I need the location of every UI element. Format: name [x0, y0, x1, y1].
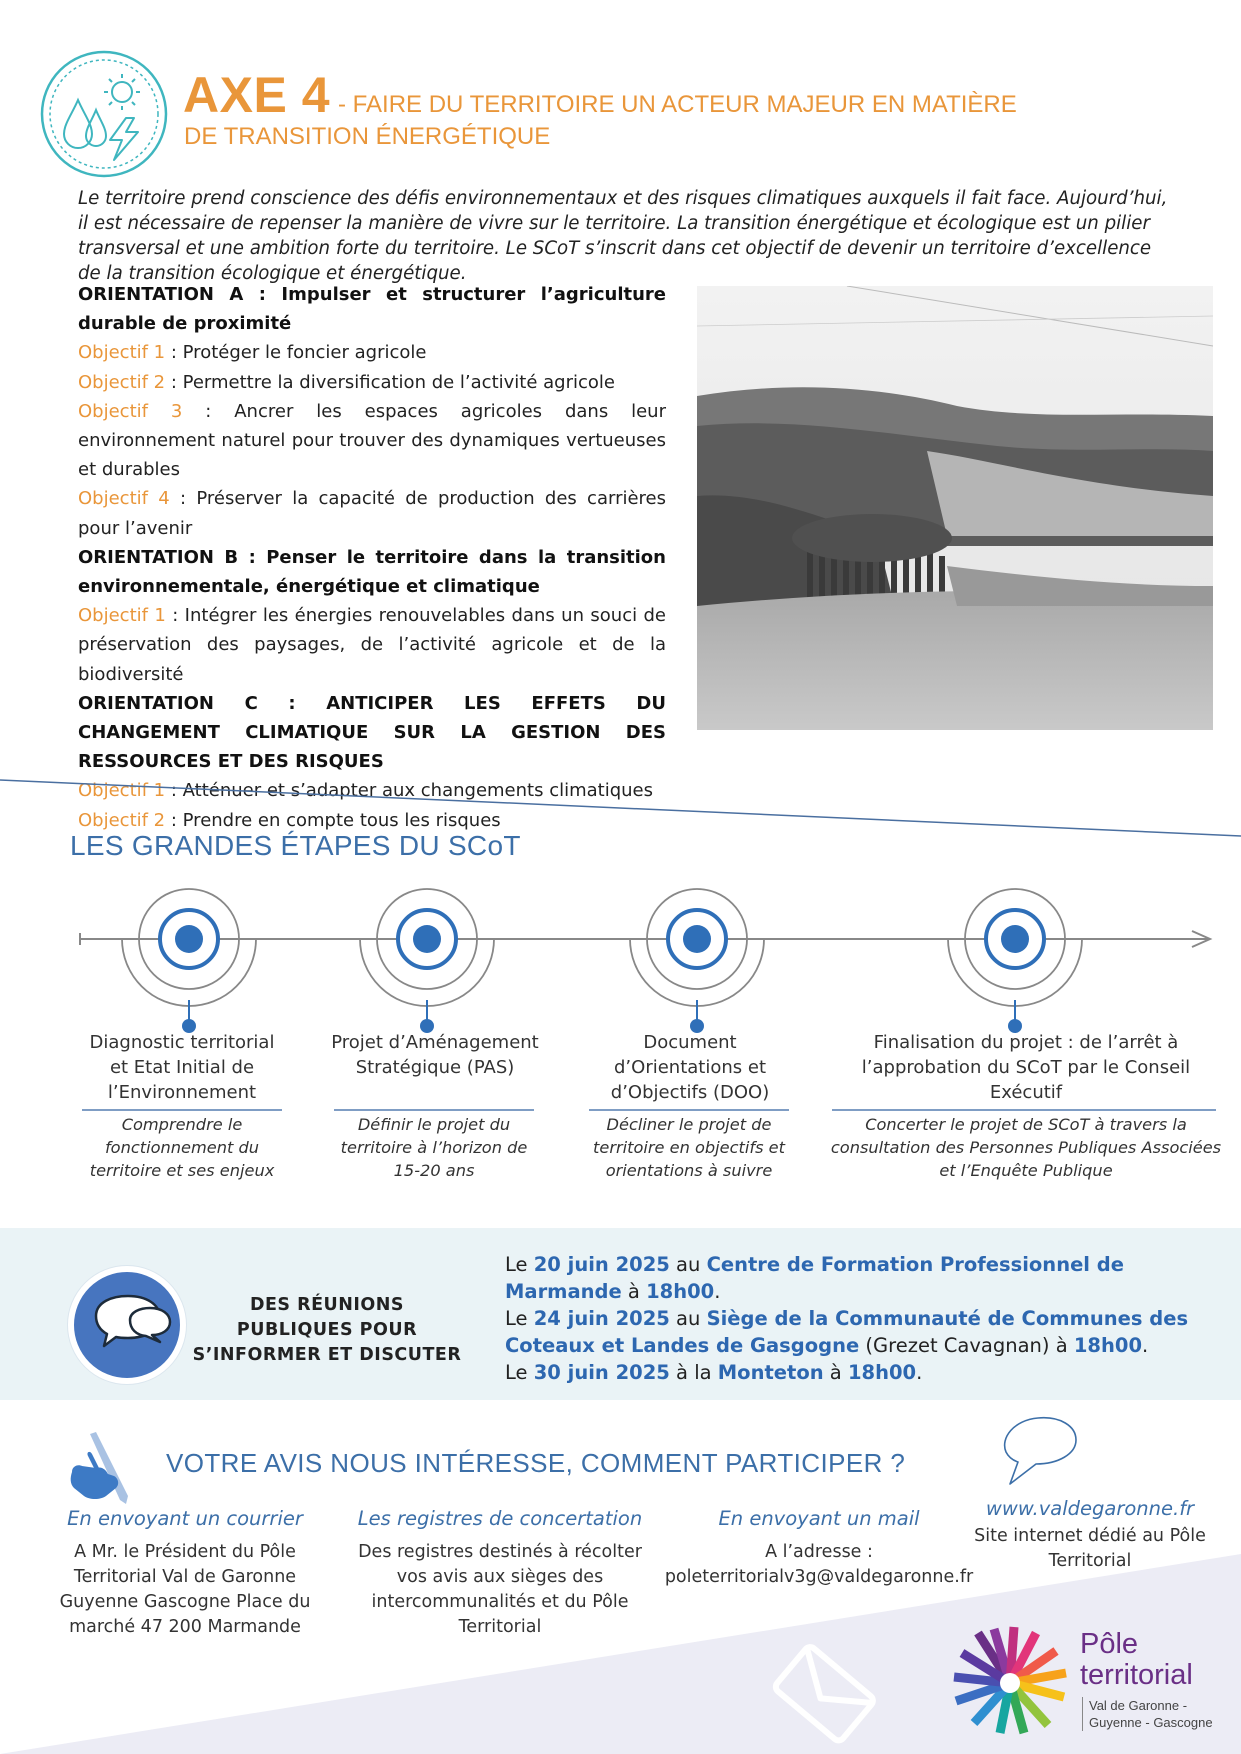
meeting-place: Siège de la Communauté de Communes des Coteaux et Landes de Gasgogne — [505, 1307, 1189, 1357]
logo-subtitle — [1082, 1697, 1213, 1731]
objectif-item — [78, 397, 666, 485]
step-3-title: Document d’Orientations et d’Objectifs (DOO) — [610, 1032, 770, 1103]
objectif-text: : Ancrer les espaces agricoles dans leur environnement naturel pour trouver des dynamiques vertueuses et durables — [78, 400, 666, 481]
avis-title: VOTRE AVIS NOUS INTÉRESSE, COMMENT PARTICIPER ? — [166, 1448, 906, 1478]
intro-paragraph: Le territoire prend conscience des défis environnementaux et des risques climatiques auxquels il fait face. Aujourd’hui, il est nécessaire de repenser la manière de vivre sur le territoire. La transition énergétique et écologique est un pilier transversal et une ambition forte du territoire. Le SCoT s’inscrit dans cet objectif de devenir un territoire d’excellence de la transition écologique et énergétique. — [78, 188, 1168, 284]
axe-title — [183, 66, 1017, 124]
meeting-text: . — [714, 1280, 721, 1303]
objectif-label: Objectif 3 — [78, 400, 183, 422]
step-1-separator — [82, 1109, 282, 1111]
objectif-item — [78, 484, 666, 542]
meeting-3 — [505, 1359, 1205, 1386]
courrier-body: A Mr. le Président du Pôle Territorial Val de Garonne Guyenne Gascogne Place du marché 47 200 Marmande — [59, 1542, 311, 1637]
envelope-icon — [770, 1640, 880, 1746]
meeting-text: à — [621, 1280, 647, 1303]
step-2-desc: Définir le projet du territoire à l’horizon de 15-20 ans — [340, 1115, 528, 1180]
logo-sub-line2: Guyenne - Gascogne — [1089, 1715, 1213, 1730]
axe-title-line1: - FAIRE DU TERRITOIRE UN ACTEUR MAJEUR EN MATIÈRE — [338, 91, 1017, 118]
meeting-text: Le — [505, 1361, 534, 1384]
logo-text-territorial: territorial — [1080, 1659, 1193, 1691]
website-link[interactable]: www.valdegaronne.fr — [985, 1497, 1195, 1520]
objectif-label: Objectif 1 — [78, 605, 166, 627]
courrier-heading: En envoyant un courrier — [67, 1507, 303, 1530]
etapes-title: LES GRANDES ÉTAPES DU SCoT — [70, 830, 521, 861]
mail-body[interactable]: A l’adresse : poleterritorialv3g@valdegaronne.fr — [664, 1542, 974, 1587]
meeting-text: à — [823, 1361, 848, 1384]
orientation-b-title: ORIENTATION B : Penser le territoire dans la transition environnementale, énergétique et climatique — [78, 546, 666, 598]
meeting-text: à la — [669, 1361, 718, 1384]
axe-number: AXE 4 — [183, 67, 331, 123]
timeline-marker-1 — [122, 889, 256, 1033]
timeline-marker-2 — [360, 889, 494, 1033]
objectif-text: : Permettre la diversification de l’activité agricole — [165, 371, 615, 393]
orientation-c-title: ORIENTATION C : ANTICIPER LES EFFETS DU CHANGEMENT CLIMATIQUE SUR LA GESTION DES RESSOURCES ET DES RISQUES — [78, 692, 666, 773]
objectif-text: : Préserver la capacité de production des carrières pour l’avenir — [78, 488, 667, 539]
meeting-date: 24 juin 2025 — [533, 1307, 670, 1330]
reunions-label: DES RÉUNIONS PUBLIQUES POUR S’INFORMER ET DISCUTER — [192, 1295, 462, 1365]
registres-body: Des registres destinés à récolter vos avis aux sièges des intercommunalités et du Pôle Territorial — [358, 1542, 642, 1637]
writing-hand-icon — [66, 1430, 142, 1508]
meeting-place: Monteton — [717, 1361, 824, 1384]
objectif-text: : Prendre en compte tous les risques — [165, 809, 501, 831]
chat-badge — [68, 1266, 186, 1384]
objectif-item — [78, 601, 666, 689]
meeting-1 — [505, 1251, 1205, 1305]
step-3-desc: Décliner le projet de territoire en objectifs et orientations à suivre — [593, 1115, 785, 1180]
reunions-dates — [505, 1251, 1205, 1386]
objectif-text: : Intégrer les énergies renouvelables dans un souci de préservation des paysages, de l’activité agricole et de la biodiversité — [78, 605, 666, 685]
meeting-text: Le — [505, 1307, 534, 1330]
registres-heading: Les registres de concertation — [357, 1507, 643, 1530]
step-4-title: Finalisation du projet : de l’arrêt à l’approbation du SCoT par le Conseil Exécutif — [861, 1032, 1191, 1103]
objectif-label: Objectif 2 — [78, 371, 166, 393]
chat-bubbles-icon — [74, 1272, 180, 1378]
objectif-label: Objectif 2 — [78, 809, 166, 831]
meeting-text: Le — [505, 1253, 534, 1276]
meeting-date: 20 juin 2025 — [533, 1253, 670, 1276]
website-desc: Site internet dédié au Pôle Territorial — [974, 1526, 1206, 1571]
step-1-title: Diagnostic territorial et Etat Initial de l’Environnement — [89, 1032, 275, 1103]
objectif-text: : Protéger le foncier agricole — [165, 342, 427, 364]
landscape-photo — [697, 286, 1213, 730]
meeting-time: 18h00 — [646, 1280, 715, 1303]
meeting-text: . — [916, 1361, 923, 1384]
pole-territorial-logo-mark — [950, 1625, 1072, 1737]
objectif-item — [78, 338, 666, 367]
meeting-date: 30 juin 2025 — [533, 1361, 670, 1384]
axe-title-line2: DE TRANSITION ÉNERGÉTIQUE — [184, 123, 551, 150]
orientation-a-title: ORIENTATION A : Impulser et structurer l’agriculture durable de proximité — [78, 284, 666, 335]
step-4-separator — [832, 1109, 1216, 1111]
objectif-item — [78, 368, 666, 397]
objectif-text: : Atténuer et s’adapter aux changements climatiques — [165, 780, 654, 802]
meeting-text: . — [1142, 1334, 1149, 1357]
objectif-label: Objectif 4 — [78, 488, 170, 510]
mail-heading: En envoyant un mail — [718, 1507, 920, 1530]
objectif-label: Objectif 1 — [78, 780, 166, 802]
meeting-text: (Grezet Cavagnan) à — [859, 1334, 1074, 1357]
speech-bubble-icon — [996, 1414, 1084, 1486]
timeline-marker-4 — [948, 889, 1082, 1033]
meeting-text: au — [669, 1253, 707, 1276]
meeting-text: au — [669, 1307, 707, 1330]
meeting-time: 18h00 — [1073, 1334, 1143, 1357]
step-3-separator — [589, 1109, 789, 1111]
meeting-place: Centre de Formation Professionnel de Marmande — [505, 1253, 1124, 1303]
step-2-separator — [334, 1109, 534, 1111]
meeting-time: 18h00 — [847, 1361, 917, 1384]
meeting-2 — [505, 1305, 1205, 1359]
objectif-label: Objectif 1 — [78, 342, 166, 364]
logo-text-pole: Pôle — [1080, 1628, 1139, 1660]
step-1-desc: Comprendre le fonctionnement du territoire et ses enjeux — [89, 1115, 275, 1180]
energy-transition-icon — [38, 48, 170, 180]
timeline-marker-3 — [630, 889, 764, 1033]
timeline — [70, 880, 1220, 1040]
step-2-title: Projet d’Aménagement Stratégique (PAS) — [331, 1032, 539, 1078]
logo-sub-line1: Val de Garonne - — [1089, 1698, 1188, 1713]
step-4-desc: Concerter le projet de SCoT à travers la consultation des Personnes Publiques Associées et l’Enquête Publique — [830, 1115, 1222, 1180]
orientations-list — [78, 280, 666, 835]
